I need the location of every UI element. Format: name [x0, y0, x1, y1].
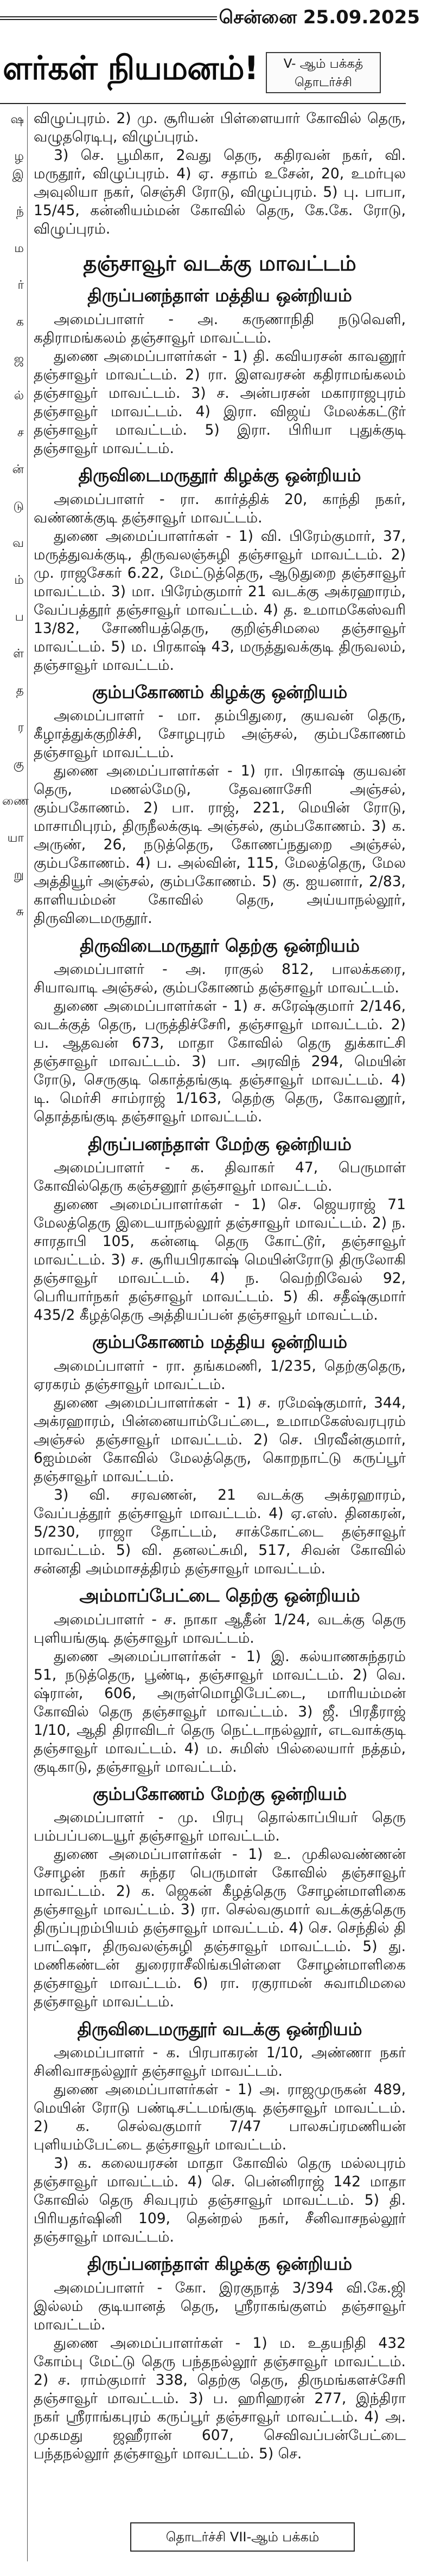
district-heading: தஞ்சாவூர் வடக்கு மாவட்டம் [83, 251, 356, 276]
continued-from-line1: V- ஆம் பக்கத் [283, 57, 363, 71]
organizer-paragraph: அமைப்பாளர் - க. பிரபாகரன் 1/10, அண்ணா நகர் சினிவாசநல்லூர் தஞ்சாவூர் மாவட்டம். [34, 2044, 406, 2080]
adjacent-column-fragments: ஷ ழ இ ந் ம ர் க ஜ ல் ச ன் டு வ ம் ப ள் த ர கு ணை யா று சு [2, 113, 29, 919]
union-heading: கும்பகோணம் மத்திய ஒன்றியம் [92, 1332, 348, 1353]
organizer-paragraph: அமைப்பாளர் - கோ. இரகுநாத் 3/394 வி.கே.ஜி இல்லம் குடியானத் தெரு, ஸ்ரீராகங்குளம் தஞ்சாவூர் மாவட்டம். [34, 2279, 406, 2333]
deputies-paragraph: 3) க. கலையரசன் மாதா கோவில் தெரு மல்லபுரம் தஞ்சாவூர் மாவட்டம். 4) செ. பென்னிராஜ் 142 மாதா கோவில் தெரு சிவபுரம் தஞ்சாவூர் மாவட்டம். 5) தி. பிரியதர்ஷினி 109, தென்றல் நகர், சீனிவாசநல்லூர் தஞ்சாவூர் மாவட்டம். [34, 2155, 406, 2246]
organizer-paragraph: அமைப்பாளர் - அ. கருணாநிதி நடுவெளி, கதிராமங்கலம் தஞ்சாவூர் மாவட்டம். [34, 311, 406, 346]
union-heading: திருப்பனந்தாள் கிழக்கு ஒன்றியம் [87, 2254, 352, 2275]
union-heading: திருவிடைமருதூர் தெற்கு ஒன்றியம் [80, 935, 360, 956]
organizer-paragraph: அமைப்பாளர் - மு. பிரபு தொல்காப்பியர் தெரு பம்பப்படையூர் தஞ்சாவூர் மாவட்டம். [34, 1809, 406, 1845]
intro-paragraph: விழுப்புரம். 2) மு. சூரியன் பிள்ளையார் கோவில் தெரு, வழுதரெடிபு, விழுப்புரம். [34, 110, 406, 145]
column-divider [27, 106, 28, 2561]
union-heading: திருவிடைமருதூர் கிழக்கு ஒன்றியம் [78, 465, 361, 486]
union-heading: திருப்பனந்தாள் மேற்கு ஒன்றியம் [88, 1133, 352, 1154]
union-heading: திருப்பனந்தாள் மத்திய ஒன்றியம் [87, 285, 352, 306]
intro-paragraph: 3) செ. பூமிகா, 2வது தெரு, கதிரவன் நகர், வி. மருதூர், விழுப்புரம். 4) ஏ. சதாம் உசேன், 20, உமர்புல அவுலியா நகர், செஞ்சி ரோடு, விழுப்புரம். 5) பு. பாபா, 15/45, கன்னியம்மன் கோவில் தெரு, கே.கே. ரோடு, விழுப்புரம். [34, 147, 406, 237]
organizer-paragraph: அமைப்பாளர் - க. திவாகர் 47, பெருமாள் கோவில்தெரு கஞ்சனூர் தஞ்சாவூர் மாவட்டம். [34, 1159, 406, 1195]
organizer-paragraph: அமைப்பாளர் - ரா. தங்கமணி, 1/235, தெற்குதெரு, ஏரகரம் தஞ்சாவூர் மாவட்டம். [34, 1357, 406, 1393]
deputies-paragraph: 3) வி. சரவணன், 21 வடக்கு அக்ரஹாரம், வேப்பத்தூர் தஞ்சாவூர் மாவட்டம். 4) ஏ.எஸ். தினகரன், 5/230, ராஜா தோட்டம், சாக்கோட்டை தஞ்சாவூர் மாவட்டம். 5) வி. தனலட்சுமி, 517, சிவன் கோவில் சன்னதி அம்மாசத்திரம் தஞ்சாவூர் மாவட்டம். [34, 1486, 406, 1577]
organizer-paragraph: அமைப்பாளர் - மா. தம்பிதுரை, குயவன் தெரு, கீழாத்துக்குறிச்சி, சோழபுரம் அஞ்சல், கும்பகோணம் தஞ்சாவூர் மாவட்டம். [34, 707, 406, 761]
city-date: சென்னை 25.09.2025 [219, 7, 420, 28]
organizer-paragraph: அமைப்பாளர் - அ. ராகுல் 812, பாலக்கரை, சியாவாடி அஞ்சல், கும்பகோணம் தஞ்சாவூர் மாவட்டம். [34, 961, 406, 997]
union-heading: கும்பகோணம் கிழக்கு ஒன்றியம் [92, 681, 348, 702]
headline-rule [0, 103, 406, 104]
organizer-paragraph: அமைப்பாளர் - ரா. கார்த்திக் 20, காந்தி நகர், வண்ணக்குடி தஞ்சாவூர் மாவட்டம். [34, 490, 406, 526]
union-section [34, 2018, 406, 2246]
article-column [34, 109, 406, 2512]
union-heading: கும்பகோணம் மேற்கு ஒன்றியம் [92, 1783, 347, 1804]
union-section [34, 284, 406, 457]
union-section [34, 681, 406, 928]
deputies-paragraph: துணை அமைப்பாளர்கள் - 1) தி. கவியரசன் காவனூர் தஞ்சாவூர் மாவட்டம். 2) ரா. இளவரசன் கதிராமங்கலம் தஞ்சாவூர் மாவட்டம். 3) ச. அன்பரசன் மகாராஜபுரம் தஞ்சாவூர் மாவட்டம். 4) இரா. விஜய் மேலக்கட்டூர் தஞ்சாவூர் மாவட்டம். 5) இரா. பிரியா புதுக்குடி தஞ்சாவூர் மாவட்டம். [34, 347, 406, 457]
deputies-paragraph: துணை அமைப்பாளர்கள் - 1) ரா. பிரகாஷ் குயவன் தெரு, மணல்மேடு, தேவனாசேரி அஞ்சல், கும்பகோணம். 2) பா. ராஜ், 221, மெயின் ரோடு, மாசாமிபுரம், திருநீலக்குடி அஞ்சல், கும்பகோணம். 3) க. அருண், 26, நடுத்தெரு, கோணப்நதுறை அஞ்சல், கும்பகோணம். 4) ப. அல்வின், 115, மேலத்தெரு, மேல அத்தியூர் அஞ்சல், கும்பகோணம். 5) கு. ஐயனார், 2/83, காளியம்மன் கோவில் தெரு, அய்யாநல்லூர், திருவிடைமருதூர். [34, 763, 406, 927]
continued-from-box [266, 52, 381, 93]
deputies-paragraph: துணை அமைப்பாளர்கள் - 1) இ. கல்யாணசுந்தரம் 51, நடுத்தெரு, பூண்டி, தஞ்சாவூர் மாவட்டம். 2) வெ. ஷ்ரான், 606, அருள்மொழிபேட்டை, மாரியம்மன் கோவில் தெரு தஞ்சாவூர் மாவட்டம். 3) ஜீ. பிரதீராஜ் 1/10, ஆதி திராவிடர் தெரு நெட்டாநல்லூர், எடவாக்குடி தஞ்சாவூர் மாவட்டம். 4) ம. சுமிஸ் பில்லையார் நத்தம், குடிகாடு, தஞ்சாவூர் மாவட்டம். [34, 1648, 406, 1776]
union-section [34, 934, 406, 1126]
organizer-paragraph: அமைப்பாளர் - ச. நாகா ஆதீன் 1/24, வடக்கு தெரு புளியங்குடி தஞ்சாவூர் மாவட்டம். [34, 1611, 406, 1647]
union-section [34, 1331, 406, 1578]
deputies-paragraph: துணை அமைப்பாளர்கள் - 1) அ. ராஜமுருகன் 489, மெயின் ரோடு பண்டிசட்டமங்குடி தஞ்சாவூர் மாவட்டம். 2) க. செல்வகுமார் 7/47 பாலசுப்ரமணியன் புளியம்பேட்டை தஞ்சாவூர் மாவட்டம். [34, 2081, 406, 2154]
union-heading: அம்மாப்பேட்டை தெற்கு ஒன்றியம் [79, 1585, 360, 1606]
deputies-paragraph: துணை அமைப்பாளர்கள் - 1) உ. முகிலவண்ணன் சோழன் நகர் சுந்தர பெருமாள் கோவில் தஞ்சாவூர் மாவட்டம். 2) க. ஜெகன் கீழத்தெரு சோழன்மாளிகை தஞ்சாவூர் மாவட்டம். 3) ரா. செல்வகுமார் வடக்குத்தெரு திருப்புறம்பியம் தஞ்சாவூர் மாவட்டம். 4) செ. செந்தில் தி பாட்ஷா, திருவலஞ்சுழி தஞ்சாவூர் மாவட்டம். 5) து. மணிகண்டன் துரைராசீலிங்கபிள்ளை சோழன்மாளிகை தஞ்சாவூர் மாவட்டம். 6) ரா. ரகுராமன் சுவாமிமலை தஞ்சாவூர் மாவட்டம். [34, 1846, 406, 2011]
union-heading: திருவிடைமருதூர் வடக்கு ஒன்றியம் [77, 2018, 362, 2039]
union-section [34, 1133, 406, 1325]
continued-from-line2: தொடர்ச்சி [295, 75, 352, 89]
header-rule [0, 16, 217, 20]
union-section [34, 1783, 406, 2011]
headline [0, 40, 258, 101]
continued-on-box: தொடர்ச்சி VII-ஆம் பக்கம் [130, 2522, 355, 2552]
deputies-paragraph: துணை அமைப்பாளர்கள் - 1) வி. பிரேம்குமார், 37, மருத்துவக்குடி, திருவலஞ்சுழி தஞ்சாவூர் மாவட்டம். 2) மு. ராஜசேகர் 6.22, மேட்டுத்தெரு, ஆடுதுறை தஞ்சாவூர் மாவட்டம். 3) மா. பிரேம்குமார் 21 வடக்கு அக்ரஹாரம், வேப்பத்தூர் தஞ்சாவூர் மாவட்டம். 4) த. உமாமகேஸ்வரி 13/82, சோணியத்தெரு, குறிஞ்சிமலை தஞ்சாவூர் மாவட்டம். 5) ம. பிரகாஷ் 43, மருத்துவக்குடி திருவலம், தஞ்சாவூர் மாவட்டம். [34, 527, 406, 674]
headline-text: ளர்கள் நியமனம்! [2, 49, 258, 87]
deputies-paragraph: துணை அமைப்பாளர்கள் - 1) ம. உதயநிதி 432 கோம்பு மேட்டு தெரு பந்தநல்லூர் தஞ்சாவூர் மாவட்டம். 2) ச. ராம்குமார் 338, தெற்கு தெரு, திருமங்களச்சேரி தஞ்சாவூர் மாவட்டம். 3) ப. ஹரிஹரன் 277, இந்திரா நகர் ஸ்ரீராங்கபுரம் கருப்பூர் தஞ்சாவூர் மாவட்டம். 4) அ. முகமது ஜஹீரான் 607, செவிவப்பன்பேட்டை பந்தநல்லூர் தஞ்சாவூர் மாவட்டம். 5) செ. [34, 2334, 406, 2462]
union-section [34, 2252, 406, 2463]
article-body [34, 109, 406, 2463]
union-section [34, 464, 406, 674]
deputies-paragraph: துணை அமைப்பாளர்கள் - 1) செ. ஜெயராஜ் 71 மேலத்தெரு இடையாநல்லூர் தஞ்சாவூர் மாவட்டம். 2) ந. சாரதாபி 105, கன்னடி தெரு கோட்டூர், தஞ்சாவூர் மாவட்டம். 3) ச. சூரியபிரகாஷ் மெயின்ரோடு திருலோகி தஞ்சாவூர் மாவட்டம். 4) ந. வெற்றிவேல் 92, பெரியார்நகர் தஞ்சாவூர் மாவட்டம். 5) கி. சதீஷ்குமார் 435/2 கீழத்தெரு அத்தியப்பன் தஞ்சாவூர் மாவட்டம். [34, 1196, 406, 1323]
deputies-paragraph: துணை அமைப்பாளர்கள் - 1) ச. சுரேஷ்குமார் 2/146, வடக்குத் தெரு, பருத்திச்சேரி, தஞ்சாவூர் மாவட்டம். 2) ப. ஆதவன் 673, மாதா கோவில் தெரு துக்காட்சி தஞ்சாவூர் மாவட்டம். 3) பா. அரவிந் 294, மெயின் ரோடு, செருகுடி கொத்தங்குடி தஞ்சாவூர் மாவட்டம். 4) டி. மெர்சி சாம்ராஜ் 1/163, தெற்கு தெரு, கோவனூர், தொத்தங்குடி தஞ்சாவூர் மாவட்டம். [34, 998, 406, 1126]
page-header [0, 0, 434, 39]
deputies-paragraph: துணை அமைப்பாளர்கள் - 1) ச. ரமேஷ்குமார், 344, அக்ரஹாரம், பின்னையாம்பேட்டை, உமாமகேஸ்வரபுரம் அஞ்சல் தஞ்சாவூர் மாவட்டம். 2) செ. பிரவீன்குமார், 6ஐம்மன் கோவில் மேலத்தெரு, கொறநாட்டு கருப்பூர் தஞ்சாவூர் மாவட்டம். [34, 1394, 406, 1485]
union-section [34, 1584, 406, 1776]
